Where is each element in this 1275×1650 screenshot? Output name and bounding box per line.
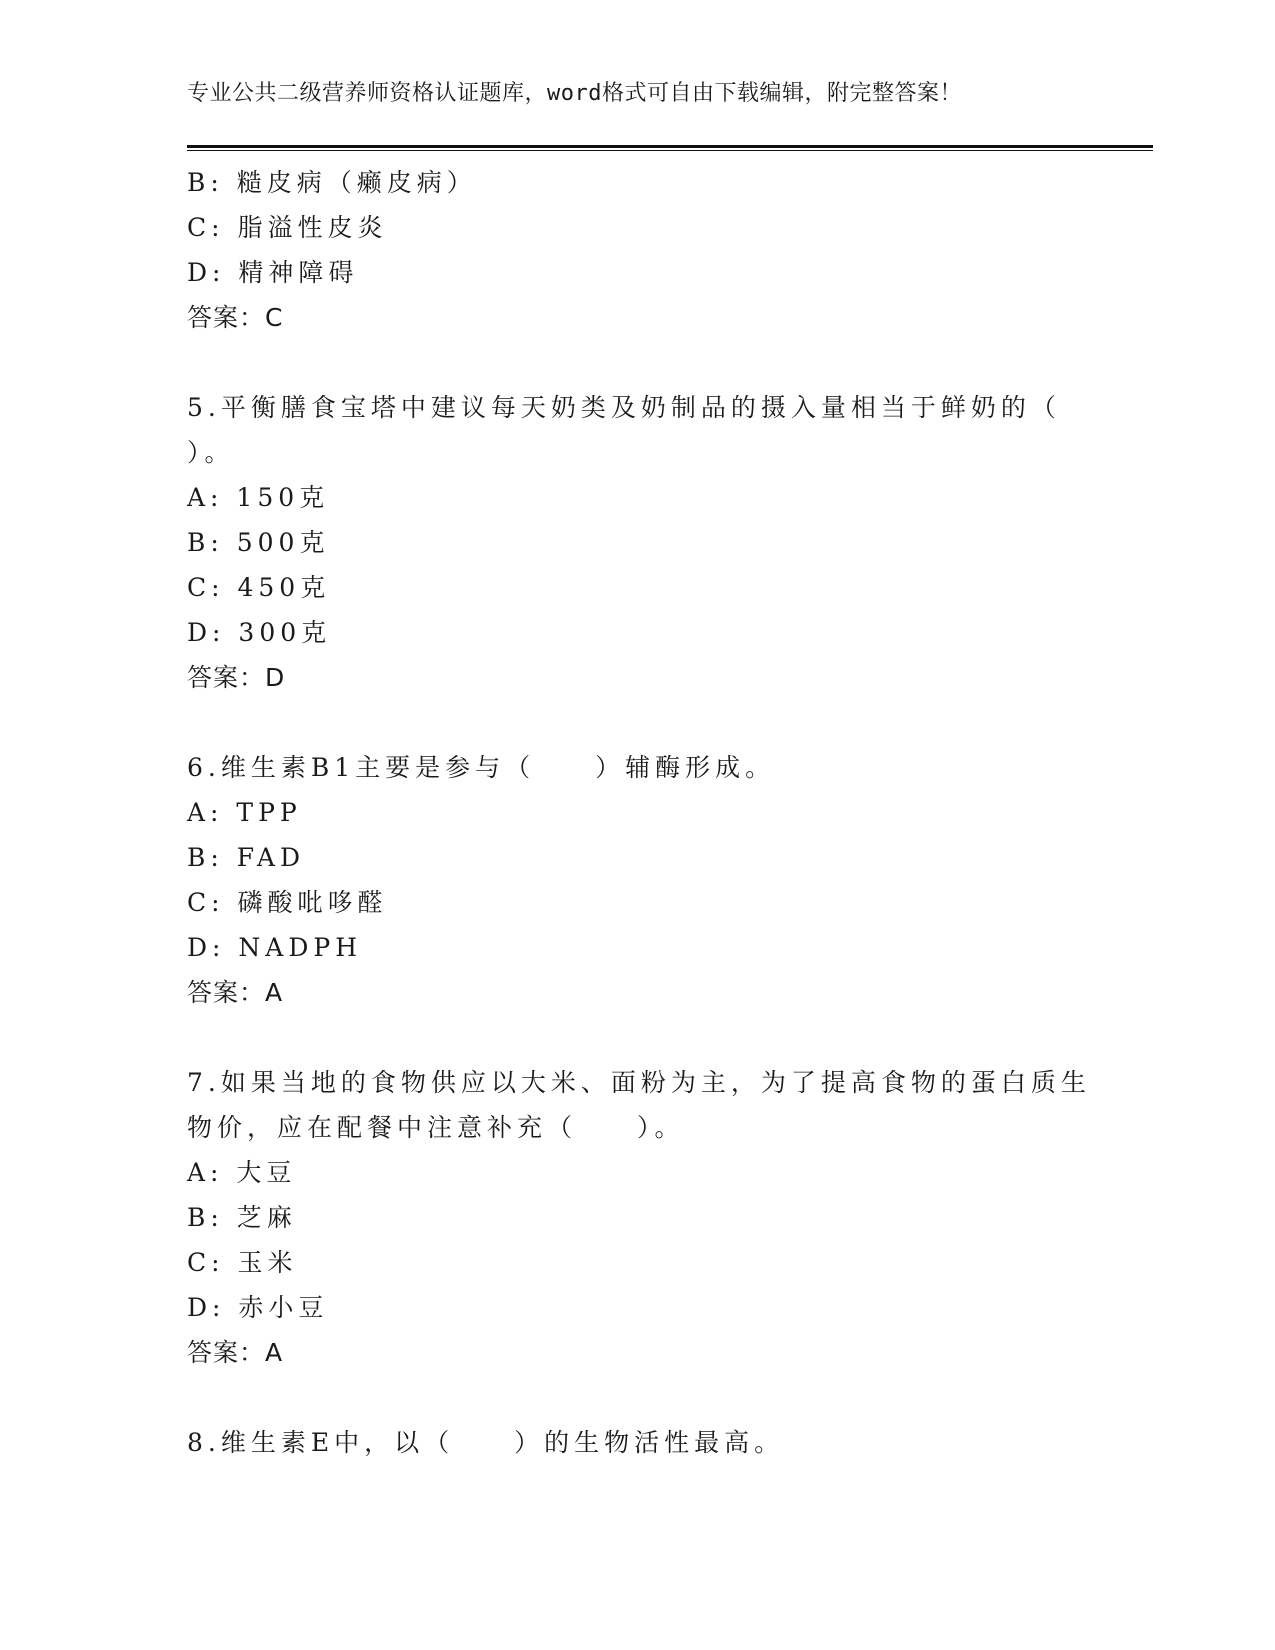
option-c: C: 玉米 — [187, 1248, 298, 1277]
question-stem-continued: 物价，应在配餐中注意补充（ ）。 — [187, 1113, 685, 1142]
question-6 — [187, 745, 1087, 1015]
option-b: B: FAD — [187, 843, 306, 872]
spacer — [187, 1015, 1087, 1060]
spacer — [187, 700, 1087, 745]
question-stem: 7.如果当地的食物供应以大米、面粉为主，为了提高食物的蛋白质生 — [187, 1068, 1091, 1097]
question-8 — [187, 1420, 1087, 1465]
question-5 — [187, 385, 1087, 700]
option-a: A: 150克 — [187, 483, 330, 512]
option-a: A: 大豆 — [187, 1158, 297, 1187]
question-stem: 6.维生素B1主要是参与（ ）辅酶形成。 — [187, 753, 776, 782]
option-b: B: 芝麻 — [187, 1203, 297, 1232]
question-7 — [187, 1060, 1091, 1375]
header-rule-thin — [187, 150, 1153, 151]
option-d: D: 精神障碍 — [187, 258, 359, 287]
question-stem: 8.维生素E中，以（ ）的生物活性最高。 — [187, 1428, 785, 1457]
header-rule-thick — [187, 145, 1153, 148]
option-d: D: 300克 — [187, 618, 332, 647]
option-d: D: 赤小豆 — [187, 1293, 329, 1322]
answer-line: 答案：A — [187, 1338, 284, 1367]
option-b: B: 糙皮病（癞皮病） — [187, 168, 477, 197]
option-c: C: 磷酸吡哆醛 — [187, 888, 388, 917]
page-header: 专业公共二级营养师资格认证题库，word格式可自由下载编辑，附完整答案！ — [187, 81, 962, 106]
spacer — [187, 1375, 1087, 1420]
answer-line: 答案：A — [187, 978, 284, 1007]
question-stem-continued: ）。 — [187, 438, 235, 467]
answer-line: 答案：C — [187, 303, 284, 332]
question-list — [187, 160, 1091, 1465]
question-partial — [187, 160, 1087, 340]
option-b: B: 500克 — [187, 528, 330, 557]
spacer — [187, 340, 1087, 385]
answer-line: 答案：D — [187, 663, 286, 692]
option-a: A: TPP — [187, 798, 302, 827]
option-c: C: 450克 — [187, 573, 331, 602]
option-d: D: NADPH — [187, 933, 363, 962]
question-stem: 5.平衡膳食宝塔中建议每天奶类及奶制品的摄入量相当于鲜奶的（ — [187, 393, 1061, 422]
option-c: C: 脂溢性皮炎 — [187, 213, 388, 242]
